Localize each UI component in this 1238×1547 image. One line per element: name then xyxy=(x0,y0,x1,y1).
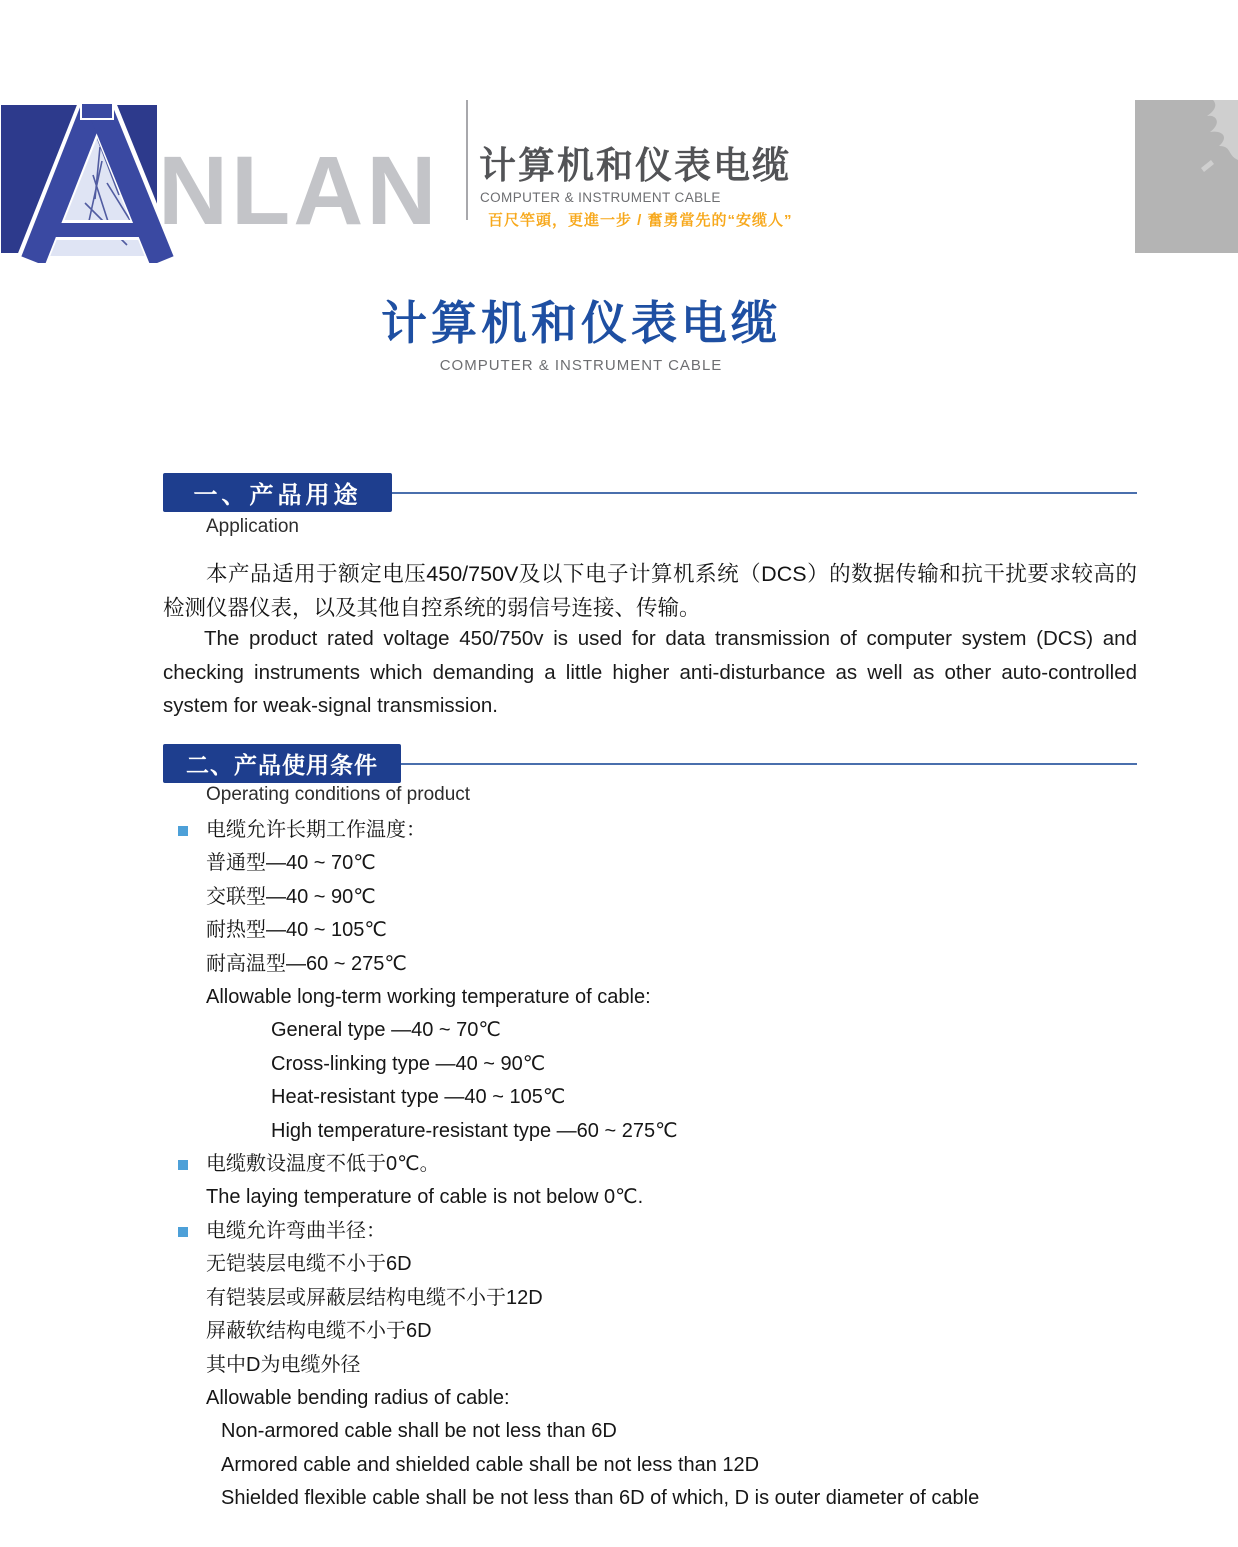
list-item xyxy=(163,1081,1137,1114)
list-item xyxy=(163,1282,1137,1315)
list-item xyxy=(163,881,1137,914)
list-item-text: Shielded flexible cable shall be not less than 6D of which, D is outer diameter of cable xyxy=(221,1487,980,1510)
section-1-heading xyxy=(163,473,1137,512)
brand-wordmark: NLAN xyxy=(158,136,440,245)
application-label: Application xyxy=(206,516,299,537)
list-item xyxy=(163,1449,1137,1482)
list-item-text: Allowable bending radius of cable: xyxy=(206,1386,510,1409)
list-item-text: General type —40 ~ 70℃ xyxy=(271,1019,501,1042)
section-2-heading xyxy=(163,744,1137,783)
bullet-icon xyxy=(178,826,188,836)
list-item-text: 耐热型—40 ~ 105℃ xyxy=(206,919,387,942)
application-paragraph-cn: 本产品适用于额定电压450/750V及以下电子计算机系统（DCS）的数据传输和抗干扰要求较高的检测仪器仪表，以及其他自控系统的弱信号连接、传输。 xyxy=(163,562,1137,620)
list-item xyxy=(163,981,1137,1014)
list-item-text: Heat-resistant type —40 ~ 105℃ xyxy=(271,1086,566,1109)
section-2-heading-box: 二、产品使用条件 xyxy=(163,744,401,783)
list-item xyxy=(163,1382,1137,1415)
header-title-cn: 计算机和仪表电缆 xyxy=(479,145,791,186)
page-title-en: COMPUTER & INSTRUMENT CABLE xyxy=(439,356,723,374)
list-item-text: Cross-linking type —40 ~ 90℃ xyxy=(271,1052,546,1075)
list-item-text: 电缆允许长期工作温度： xyxy=(206,819,426,841)
application-paragraph-en: The product rated voltage 450/750v is used for data transmission of computer system (DCS) and checking instruments which demanding a little higher anti-disturbance as well as other auto-controlled system for weak-signal transmission. xyxy=(163,627,1137,717)
conditions-list xyxy=(163,814,1137,1516)
list-item xyxy=(163,948,1137,981)
bullet-icon xyxy=(178,1160,188,1170)
list-item xyxy=(163,1215,1137,1248)
list-item xyxy=(163,1349,1137,1382)
list-item xyxy=(163,1048,1137,1081)
header-divider xyxy=(466,100,468,220)
operating-conditions-label: Operating conditions of product xyxy=(206,784,471,805)
list-item-text: 交联型—40 ~ 90℃ xyxy=(206,885,376,908)
list-item-text: 有铠装层或屏蔽层结构电缆不小于12D xyxy=(206,1286,543,1309)
leaf-icon xyxy=(1135,100,1238,253)
list-item-text: 电缆允许弯曲半径： xyxy=(206,1219,386,1242)
list-item xyxy=(163,1148,1137,1181)
list-item-text: 电缆敷设温度不低于0℃。 xyxy=(206,1153,440,1176)
list-item-text: 无铠装层电缆不小于6D xyxy=(206,1253,412,1276)
section-heading-rule xyxy=(401,763,1137,765)
header-tagline: 百尺竿頭，更進一步 / 奮勇當先的“安缆人” xyxy=(488,212,793,229)
page-title xyxy=(25,297,1137,374)
list-item-text: The laying temperature of cable is not below 0℃. xyxy=(206,1186,644,1209)
list-item xyxy=(163,1415,1137,1448)
list-item xyxy=(163,1115,1137,1148)
section-heading-rule xyxy=(392,492,1137,494)
list-item-text: Armored cable and shielded cable shall be not less than 12D xyxy=(221,1453,760,1476)
header-subtitle-en: COMPUTER & INSTRUMENT CABLE xyxy=(480,190,721,205)
header-photo-block xyxy=(1135,100,1238,253)
list-item xyxy=(163,814,1137,847)
list-item-text: 普通型—40 ~ 70℃ xyxy=(206,852,376,875)
section-1-heading-box: 一、产品用途 xyxy=(163,473,392,512)
list-item-text: 屏蔽软结构电缆不小于6D xyxy=(206,1320,432,1343)
list-item xyxy=(163,914,1137,947)
list-item-text: 耐高温型—60 ~ 275℃ xyxy=(206,952,407,975)
list-item xyxy=(163,1315,1137,1348)
bullet-icon xyxy=(178,1227,188,1237)
list-item-text: High temperature-resistant type —60 ~ 275℃ xyxy=(271,1119,678,1142)
list-item xyxy=(163,847,1137,880)
list-item xyxy=(163,1482,1137,1515)
logo-a-icon xyxy=(1,103,177,263)
list-item-text: Non-armored cable shall be not less than 6D xyxy=(221,1420,617,1443)
page-title-cn: 计算机和仪表电缆 xyxy=(381,297,781,349)
list-item xyxy=(163,1014,1137,1047)
list-item-text: 其中D为电缆外径 xyxy=(206,1353,361,1376)
list-item-text: Allowable long-term working temperature of cable: xyxy=(206,986,651,1009)
list-item xyxy=(163,1248,1137,1281)
list-item xyxy=(163,1181,1137,1214)
